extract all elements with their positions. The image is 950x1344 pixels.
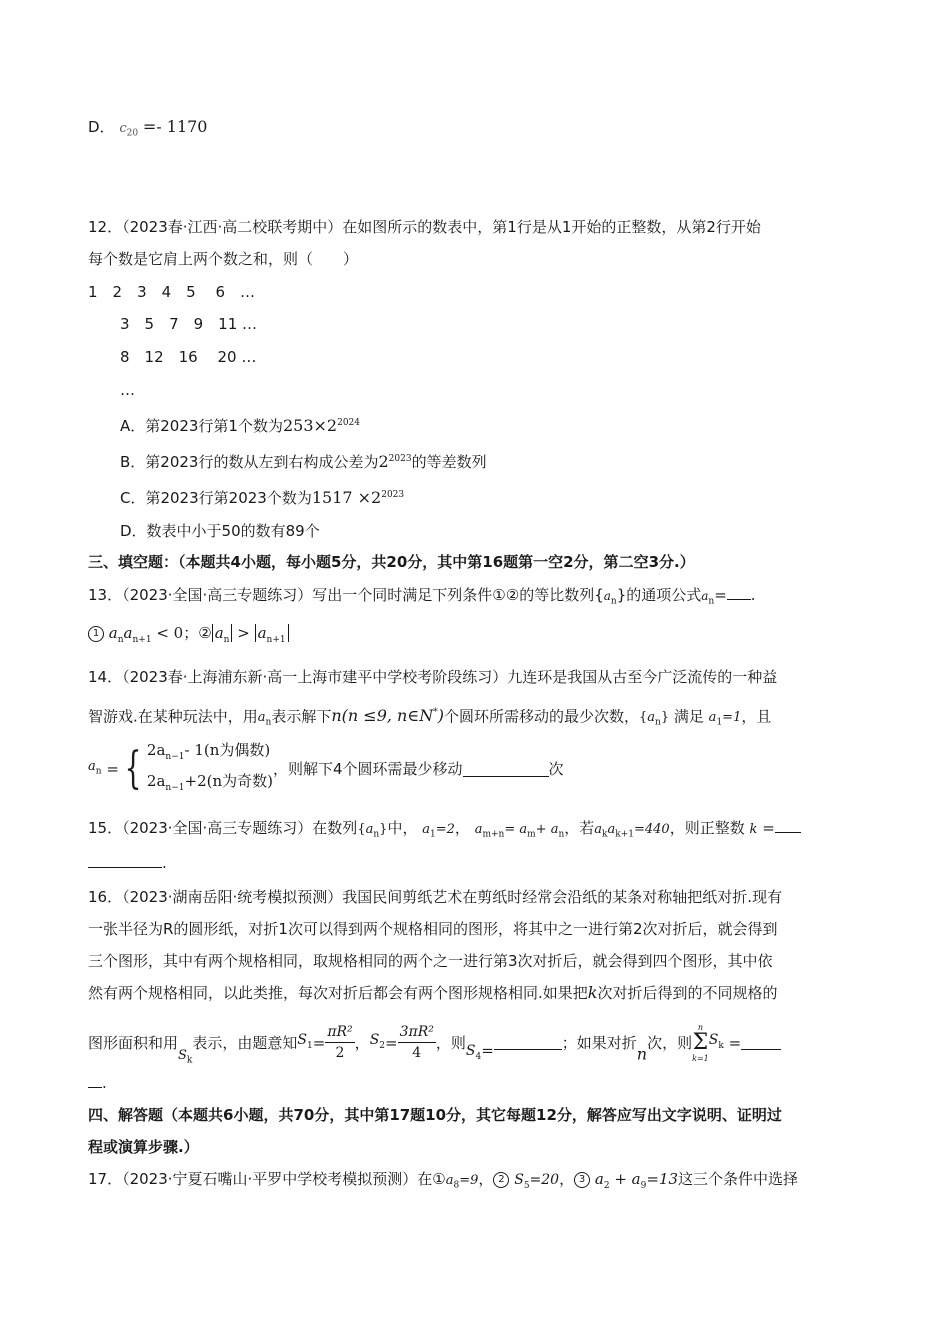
q16-text: ；如果对折	[561, 1033, 637, 1052]
section-3-heading: 三、填空题：（本题共4小题，每小题5分，共20分，其中第16题第一空2分，第二空3分.）	[88, 553, 695, 571]
answer-blank[interactable]	[494, 1035, 562, 1050]
fraction-s2: $\frac{\text{3πR²}}{4}$	[399, 1024, 434, 1062]
q16-text: 次对折后得到的不同规格的	[597, 984, 778, 1002]
q12-option-d: D．数表中小于50的数有89个	[120, 522, 320, 540]
q17-text: 这三个条件中选择	[678, 1170, 799, 1188]
q16-line6	[88, 1072, 107, 1094]
section-4-heading-2: 程或演算步骤.）	[88, 1138, 199, 1156]
math-eq: =	[481, 1041, 494, 1060]
math-n: n	[636, 1044, 648, 1064]
math-eq: =	[728, 1033, 742, 1052]
math-eq: =	[106, 760, 119, 778]
math-s5: $S_5=20$	[514, 1172, 560, 1191]
math-s4: $S_4$	[465, 1043, 482, 1063]
math-amn: $a_{m+n}= a_m+ a_n$	[474, 822, 565, 840]
answer-blank[interactable]	[88, 1073, 102, 1088]
math-eq: =	[762, 819, 775, 837]
section-4-heading-1: 四、解答题（本题共6小题，共70分，其中第17题10分，其它每题12分，解答应写出文字说明、证明过	[88, 1106, 782, 1124]
math-gt: >	[237, 624, 250, 642]
q16-text: 表示，由题意知	[192, 1033, 298, 1052]
q14-text: 表示解下	[271, 707, 332, 726]
math-a1: $a_1=2$	[422, 822, 455, 840]
math-k: k	[587, 983, 598, 1002]
q14-line2	[88, 702, 771, 734]
q14-text: 个圆环所需移动的最少次数，	[443, 707, 639, 726]
cases: $2a_{n-1}-$ 1(n为偶数) $2a_{n-1}+2(n$为奇数)	[146, 741, 273, 793]
q15-text: ，若	[564, 819, 595, 837]
math-abs: $a_{n+1}$	[255, 624, 289, 642]
math-a2a9: $a_2 + a_9=13$	[594, 1170, 679, 1191]
math-value: =- 1170	[142, 117, 208, 136]
option-text: A．第2023行第1个数为	[120, 417, 283, 435]
q16-text: 图形面积和用	[88, 1033, 179, 1052]
q16-sep: ，	[354, 1033, 370, 1052]
math-prod: $a_ka_{k+1}=440$	[594, 822, 670, 840]
math-eq: =	[312, 1033, 326, 1052]
answer-blank[interactable]	[741, 1035, 781, 1050]
math-sup: 2024	[337, 418, 361, 428]
q16-text: 然有两个规格相同，以此类推，每次对折后都会有两个图形规格相同.如果把	[88, 984, 588, 1002]
answer-blank[interactable]	[775, 818, 801, 833]
q12-option-c	[120, 484, 404, 509]
q12-option-a	[120, 412, 360, 437]
math-an: $a_n$	[88, 758, 102, 777]
q14-text: 满足	[673, 707, 704, 726]
q15-text: ，则正整数	[669, 819, 745, 837]
math-a8: $a_8=9$	[445, 1173, 479, 1191]
case-1: 2a	[146, 741, 166, 759]
q16-line1: 16．（2023·湖南岳阳·统考模拟预测）我国民间剪纸艺术在剪纸时经常会沿纸的某条对称轴把纸对折.现有	[88, 888, 783, 906]
q16-line2: 一张半径为R的圆形纸，对折1次可以得到两个规格相同的图形，将其中之一进行第2次对折后，就会得到	[88, 920, 778, 938]
q15-end: .	[162, 854, 167, 872]
q15-line2	[88, 852, 167, 874]
option-text: B．第2023行的数从左到右构成公差为	[120, 453, 379, 471]
case-2-tail: +2(n为奇数)	[184, 772, 273, 790]
q17-text: 17．（2023·宁夏石嘴山·平罗中学校考模拟预测）在①	[88, 1170, 446, 1188]
q15-text: 15．（2023·全国·高三专题练习）在数列	[88, 819, 358, 837]
q16-line4	[88, 982, 778, 1004]
q13-sep: ；②	[183, 624, 212, 642]
q12-row4: …	[120, 381, 135, 399]
math-eq: =	[714, 586, 727, 604]
q13-conditions	[88, 622, 289, 651]
q14-recurrence	[88, 738, 564, 800]
math-sup: 2023	[381, 490, 405, 500]
q12-line2: 每个数是它肩上两个数之和，则（ ）	[88, 250, 359, 268]
answer-blank[interactable]	[463, 762, 549, 777]
q12-row3: 8 12 16 20 …	[120, 348, 257, 366]
case-1-tail: - 1(n为偶数)	[184, 741, 271, 759]
answer-blank[interactable]	[88, 853, 162, 868]
q17-line1	[88, 1168, 798, 1197]
math-lt: < 0	[156, 624, 184, 642]
math-n-range: n(n ≤9, n∈N*)	[331, 706, 444, 726]
q16-end: .	[102, 1074, 107, 1092]
math-s2: $S_2$	[369, 1032, 386, 1051]
q14-text: 智游戏.在某种玩法中，用	[88, 707, 258, 726]
q14-line1: 14．（2023春·上海浦东新·高一上海市建平中学校考阶段练习）九连环是我国从古至今广泛流传的一种益	[88, 668, 778, 686]
fraction-s1: $\frac{\text{πR²}}{2}$	[327, 1024, 353, 1062]
math-abs: $a_n$	[212, 624, 233, 642]
math-expr: 253×2	[282, 416, 338, 435]
q12-line1: 12．（2023春·江西·高二校联考期中）在如图所示的数表中，第1行是从1开始的正整数，从第2行开始	[88, 218, 761, 236]
math-sup: 2023	[388, 454, 412, 464]
math-expr: 1517 ×2	[311, 488, 382, 507]
option-label: D．	[88, 118, 115, 136]
math-a1: $a_1=1$	[708, 710, 742, 728]
option-text: 的等差数列	[411, 453, 487, 471]
q13-end: .	[750, 586, 756, 604]
q12-row1: 1 2 3 4 5 6 …	[88, 283, 256, 301]
q13-text: 13．（2023·全国·高三专题练习）写出一个同时满足下列条件①②的等比数列{	[88, 586, 604, 604]
option-d-prev	[88, 116, 207, 145]
math-eq: =	[385, 1033, 398, 1052]
q12-row2: 3 5 7 9 11 …	[120, 315, 258, 333]
q17-sep: ，	[559, 1170, 575, 1188]
math-an: $a_n$	[257, 710, 272, 728]
q12-option-b	[120, 448, 487, 473]
q16-line5	[88, 1014, 781, 1087]
q14-text: ，且	[741, 707, 772, 726]
q13-text: }的通项公式	[616, 586, 702, 604]
q15-text: 中，	[387, 819, 418, 837]
q16-text: ，则	[435, 1033, 466, 1052]
math-an: $a_n$	[701, 589, 715, 607]
q15-line1	[88, 817, 801, 846]
answer-blank[interactable]	[727, 585, 751, 600]
sigma-icon: n Σ k=1	[692, 1022, 709, 1063]
math-k: k	[749, 822, 758, 837]
q14-text: ，则解下4个圆环需最少移动	[272, 760, 463, 778]
circle-two-icon: 2	[493, 1172, 509, 1188]
circle-one-icon: 1	[88, 626, 104, 642]
circle-three-icon: 3	[574, 1172, 590, 1188]
q17-sep: ，	[478, 1170, 494, 1188]
math-an: $a_n$	[603, 589, 617, 607]
math-sk: $S_k$	[708, 1032, 724, 1051]
q15-sep: ，	[454, 819, 470, 837]
option-text: C．第2023行第2023个数为	[120, 489, 312, 507]
math-sk: $S_k$	[178, 1048, 193, 1066]
math-seq: $\{a_n\}$	[357, 822, 388, 840]
case-2: 2a	[146, 772, 166, 790]
math-c: $c_{20}$	[119, 121, 139, 139]
math-cond1: $a_na_{n+1}$	[108, 624, 152, 645]
q16-text: 次，则	[647, 1033, 693, 1052]
q13-line1	[88, 584, 756, 612]
math-seq: $\{a_n\}$	[638, 710, 670, 728]
math-expr: 2	[378, 452, 389, 471]
brace-icon: {	[124, 743, 142, 794]
q14-text: 次	[548, 760, 564, 778]
math-s1: $S_1$	[297, 1032, 313, 1051]
q16-line3: 三个图形，其中有两个规格相同，取规格相同的两个之一进行第3次对折后，就会得到四个图形，其中依	[88, 952, 773, 970]
